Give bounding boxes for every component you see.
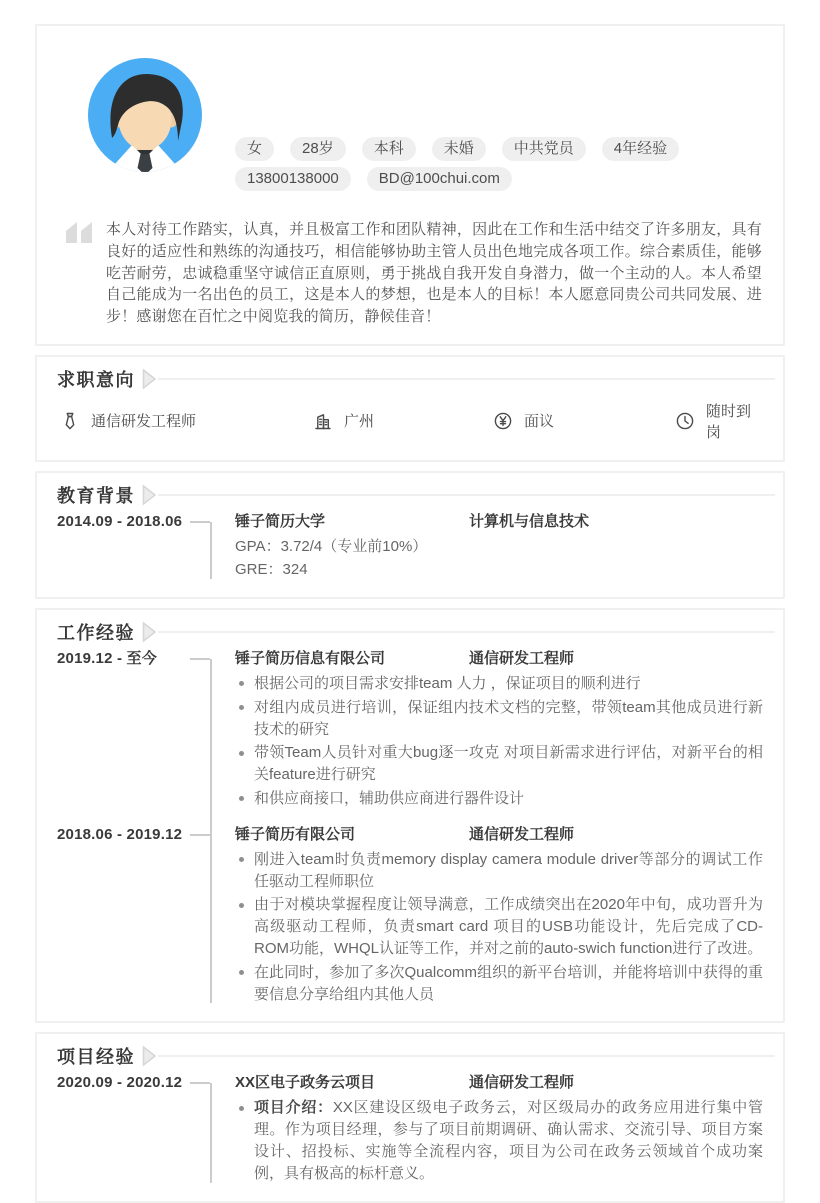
school-name: 锤子简历大学 — [235, 512, 326, 530]
section-rule — [158, 1055, 775, 1057]
project-name: XX区电子政务云项目 — [235, 1074, 376, 1092]
profile-tags — [235, 137, 679, 161]
entry-body — [210, 648, 763, 812]
work-entry — [57, 648, 763, 812]
work-entry — [57, 824, 763, 1008]
intention-card — [35, 355, 785, 462]
education-timeline — [57, 509, 763, 587]
project-card — [35, 1032, 785, 1202]
section-title: 项目经验 — [57, 1047, 135, 1068]
building-icon — [313, 411, 333, 431]
intention-items — [57, 393, 763, 450]
bullet-item: 对组内成员进行培训，保证组内技术文档的完整，带领team其他成员进行新技术的研究 — [235, 697, 763, 741]
work-bullets — [235, 849, 763, 1006]
section-title: 工作经验 — [57, 622, 135, 643]
section-rule — [158, 494, 775, 496]
entry-body — [210, 511, 763, 583]
bullet-item: 根据公司的项目需求安排team 人力 ，保证项目的顺利进行 — [235, 673, 763, 695]
tie-icon — [60, 411, 80, 431]
job-title: 通信研发工程师 — [469, 825, 575, 843]
project-entry — [57, 1072, 763, 1186]
intent-position-label: 通信研发工程师 — [91, 413, 197, 431]
tag-gender: 女 — [235, 137, 274, 161]
entry-body — [210, 824, 763, 1008]
project-timeline — [57, 1070, 763, 1190]
section-arrow-icon — [142, 368, 157, 390]
timeline-tick — [190, 658, 210, 660]
education-entry — [57, 511, 763, 583]
section-arrow-icon — [142, 621, 157, 643]
section-arrow-icon — [142, 1045, 157, 1067]
education-header — [57, 481, 775, 509]
intent-position — [60, 400, 313, 442]
section-rule — [158, 378, 775, 380]
education-details — [235, 536, 763, 581]
summary-text: 本人对待工作踏实，认真，并且极富工作和团队精神，因此在工作和生活中结交了许多朋友，具有良好的适应性和熟练的沟通技巧，相信能够协助主管人员出色地完成各项工作。综合素质佳，能够吃苦耐劳，忠诚稳重坚守诚信正直原则，勇于挑战自我开发自身潜力，做一个主动的人。本人希望自己能成为一名出色的员工，这是本人的梦想，也是本人的目标！本人愿意同贵公司共同发展、进步！感谢您在百忙之中阅览我的简历，静候佳音！ — [106, 221, 762, 326]
work-card — [35, 608, 785, 1023]
profile-contacts — [235, 167, 679, 191]
intention-header — [57, 365, 775, 393]
avatar-illustration — [88, 58, 202, 172]
intent-availability-label: 随时到岗 — [706, 402, 752, 441]
bullet-item: 刚进入team时负责memory display camera module driver等部分的调试工作任驱动工程师职位 — [235, 849, 763, 893]
gre-line: GRE：324 — [235, 561, 308, 579]
email-pill: BD@100chui.com — [367, 167, 512, 191]
project-bullets — [235, 1097, 763, 1184]
bullet-text: XX区建设区级电子政务云，对区级局办的政务应用进行集中管理。作为项目经理，参与了项目前期调研、确认需求、交流引导、项目方案设计、招投标、实施等全流程内容，项目为公司在政务云领域首个成功案例，具有极高的标杆意义。 — [254, 1099, 763, 1182]
bullet-item: 和供应商接口，辅助供应商进行器件设计 — [235, 788, 763, 810]
bullet-item: 由于对模块掌握程度让领导满意，工作成绩突出在2020年中旬，成功晋升为高级驱动工程师，负责smart card 项目的USB功能设计，先后完成了CD-ROM功能，WHQL认证等工作，并对之前的auto-swich function进行了改进。 — [235, 894, 763, 959]
gpa-line: GPA：3.72/4（专业前10%） — [235, 537, 428, 555]
quote-icon — [66, 219, 93, 328]
entry-period: 2014.09 - 2018.06 — [57, 512, 183, 530]
section-rule — [158, 631, 775, 633]
intent-city — [313, 400, 493, 442]
timeline-tick — [190, 834, 210, 836]
entry-head — [235, 511, 763, 533]
entry-head — [235, 648, 763, 670]
job-title: 通信研发工程师 — [469, 1074, 575, 1092]
section-title: 求职意向 — [57, 369, 135, 390]
section-title: 教育背景 — [57, 485, 135, 506]
company-name: 锤子简历有限公司 — [235, 825, 356, 843]
section-arrow-icon — [142, 484, 157, 506]
profile-top — [37, 26, 783, 197]
job-title: 通信研发工程师 — [469, 649, 575, 667]
company-name: 锤子简历信息有限公司 — [235, 649, 386, 667]
clock-icon — [675, 411, 695, 431]
bullet-item: 在此同时，参加了多次Qualcomm组织的新平台培训，并能将培训中获得的重要信息分享给组内其他人员 — [235, 962, 763, 1006]
entry-period: 2019.12 - 至今 — [57, 649, 157, 667]
bullet-item: 带领Team人员针对重大bug逐一攻克 对项目新需求进行评估，对新平台的相关feature进行研究 — [235, 742, 763, 786]
entry-period: 2020.09 - 2020.12 — [57, 1074, 183, 1092]
intent-availability — [675, 400, 763, 442]
intent-salary-label: 面议 — [524, 413, 555, 431]
intent-city-label: 广州 — [344, 413, 375, 431]
entry-period: 2018.06 - 2019.12 — [57, 825, 183, 843]
work-header — [57, 618, 775, 646]
work-timeline — [57, 646, 763, 1011]
bullet-item — [235, 1097, 763, 1184]
profile-info — [235, 58, 679, 197]
timeline-tick — [190, 1082, 210, 1084]
entry-head — [235, 1072, 763, 1094]
project-header — [57, 1042, 775, 1070]
tag-party: 中共党员 — [502, 137, 586, 161]
entry-head — [235, 824, 763, 846]
bullet-label: 项目介绍： — [254, 1099, 333, 1117]
self-summary — [66, 219, 762, 342]
phone-pill: 13800138000 — [235, 167, 351, 191]
entry-body — [210, 1072, 763, 1186]
avatar — [88, 58, 202, 172]
education-card — [35, 471, 785, 599]
work-bullets — [235, 673, 763, 810]
profile-card — [35, 24, 785, 346]
yuan-icon — [493, 411, 513, 431]
intent-salary — [493, 400, 675, 442]
tag-experience: 4年经验 — [602, 137, 679, 161]
timeline-tick — [190, 521, 210, 523]
tag-age: 28岁 — [290, 137, 346, 161]
tag-degree: 本科 — [362, 137, 416, 161]
major-name: 计算机与信息技术 — [469, 512, 590, 530]
tag-marital: 未婚 — [432, 137, 486, 161]
